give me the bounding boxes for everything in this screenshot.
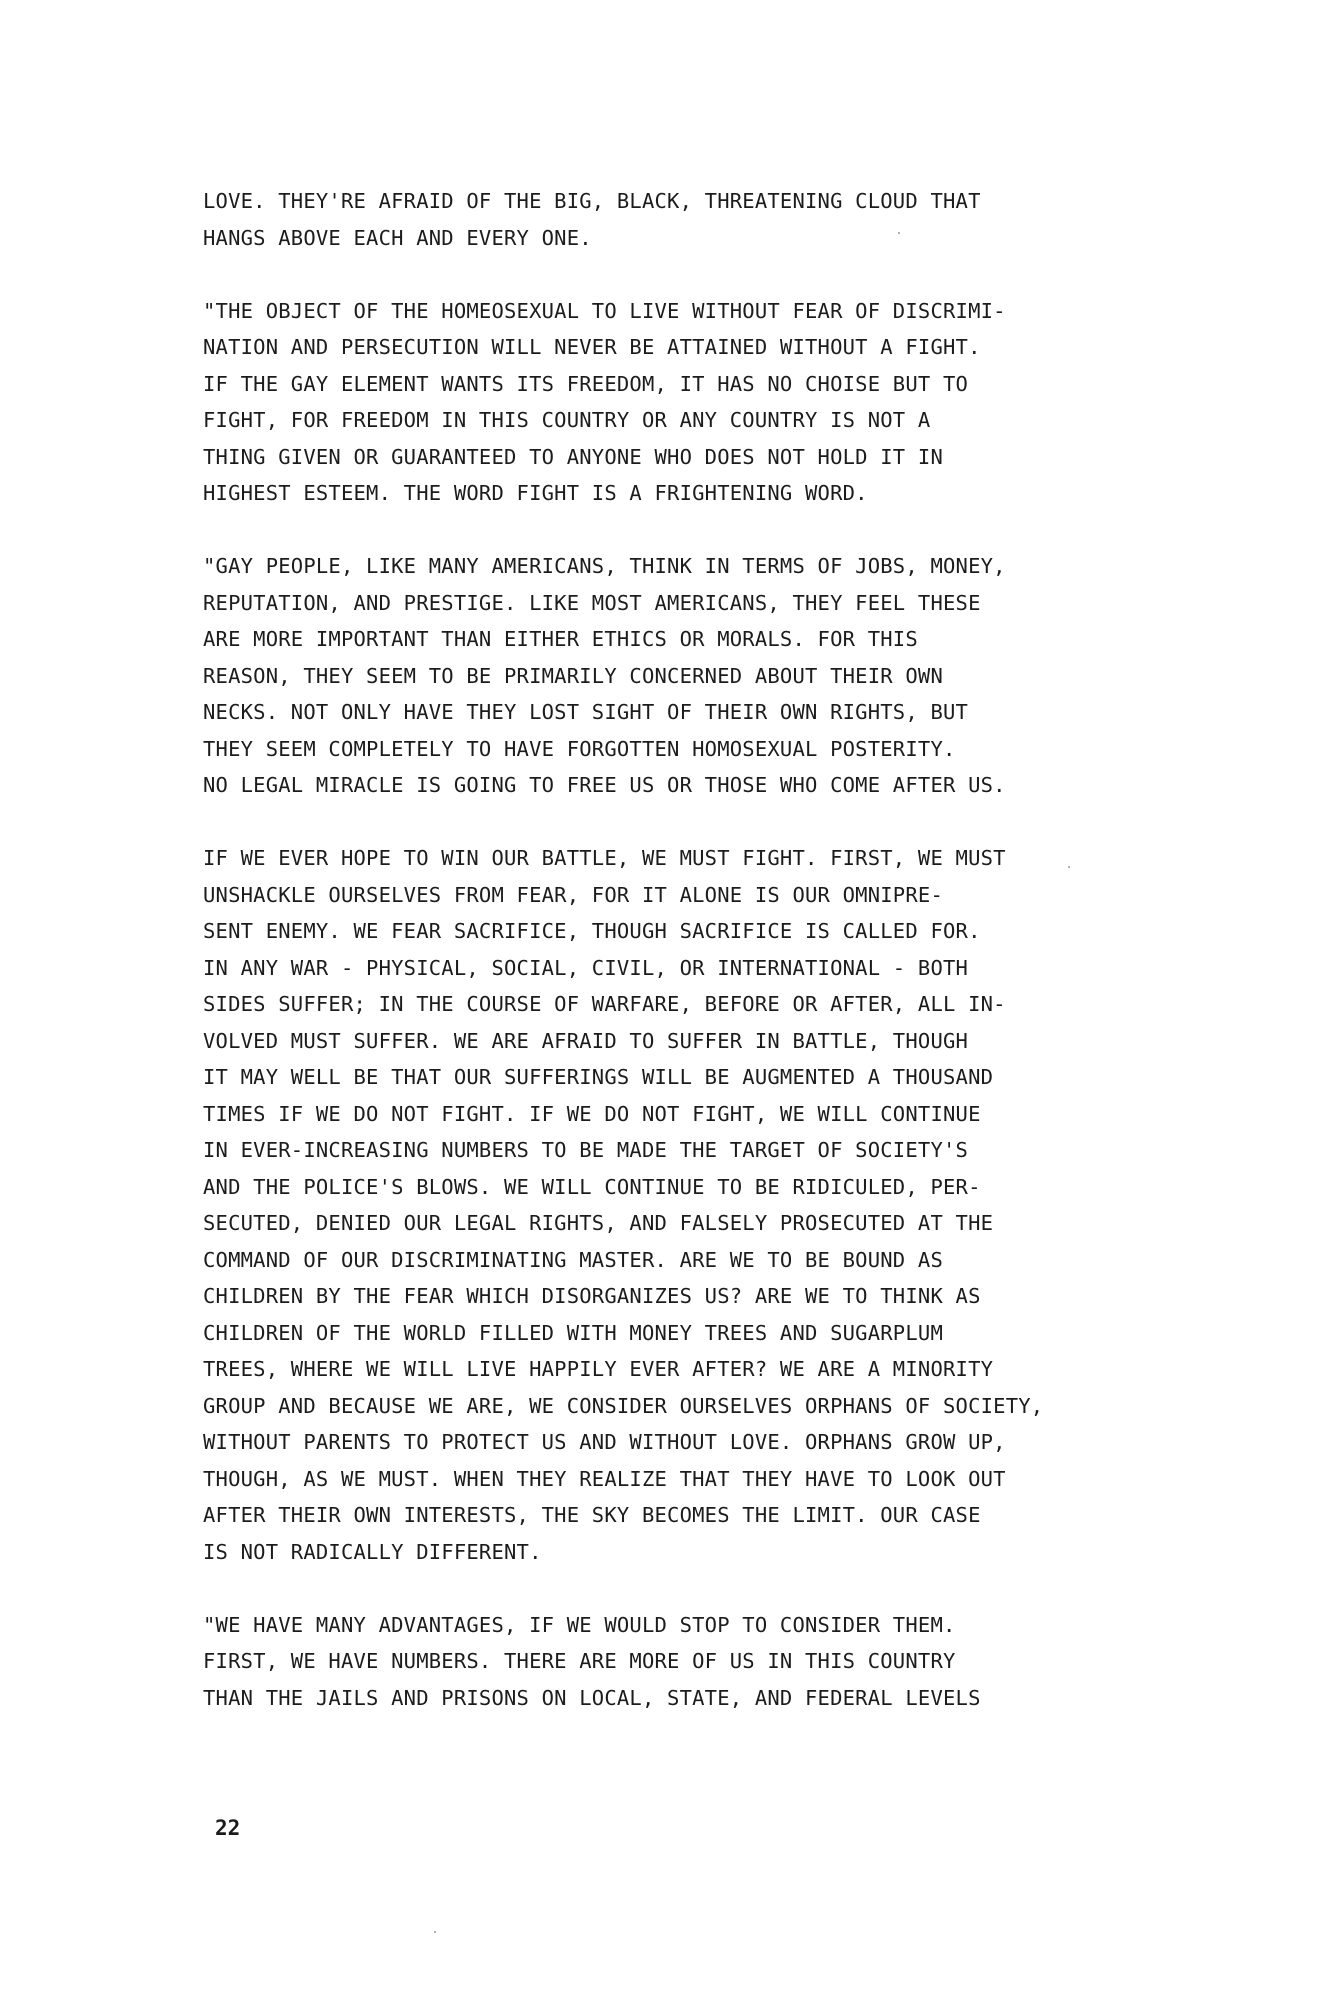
text-line: REASON, THEY SEEM TO BE PRIMARILY CONCERNED ABOUT THEIR OWN bbox=[203, 663, 943, 688]
scan-speck bbox=[434, 1931, 436, 1933]
text-line: ARE MORE IMPORTANT THAN EITHER ETHICS OR MORALS. FOR THIS bbox=[203, 627, 918, 651]
scan-speck bbox=[1068, 866, 1070, 868]
text-line: NO LEGAL MIRACLE IS GOING TO FREE US OR THOSE WHO COME AFTER US. bbox=[203, 773, 1006, 797]
text-line: HIGHEST ESTEEM. THE WORD FIGHT IS A FRIGHTENING WORD. bbox=[203, 481, 868, 505]
text-line: AFTER THEIR OWN INTERESTS, THE SKY BECOMES THE LIMIT. OUR CASE bbox=[203, 1503, 981, 1527]
paragraph bbox=[203, 1607, 1133, 1717]
text-line: TIMES IF WE DO NOT FIGHT. IF WE DO NOT FIGHT, WE WILL CONTINUE bbox=[203, 1101, 981, 1126]
text-line: "THE OBJECT OF THE HOMEOSEXUAL TO LIVE WITHOUT FEAR OF DISCRIMI- bbox=[203, 298, 1006, 323]
text-line: IS NOT RADICALLY DIFFERENT. bbox=[203, 1539, 542, 1564]
paragraph bbox=[203, 548, 1133, 804]
text-line: VOLVED MUST SUFFER. WE ARE AFRAID TO SUFFER IN BATTLE, THOUGH bbox=[203, 1028, 969, 1053]
text-line: "WE HAVE MANY ADVANTAGES, IF WE WOULD STOP TO CONSIDER THEM. bbox=[203, 1612, 956, 1637]
text-line: FIGHT, FOR FREEDOM IN THIS COUNTRY OR ANY COUNTRY IS NOT A bbox=[203, 408, 931, 432]
text-line: AND THE POLICE'S BLOWS. WE WILL CONTINUE TO BE RIDICULED, PER- bbox=[203, 1174, 981, 1199]
text-line: THING GIVEN OR GUARANTEED TO ANYONE WHO DOES NOT HOLD IT IN bbox=[203, 444, 943, 469]
text-line: GROUP AND BECAUSE WE ARE, WE CONSIDER OURSELVES ORPHANS OF SOCIETY, bbox=[203, 1393, 1044, 1418]
paragraph bbox=[203, 183, 1133, 256]
text-line: CHILDREN BY THE FEAR WHICH DISORGANIZES US? ARE WE TO THINK AS bbox=[203, 1284, 981, 1308]
paragraph bbox=[203, 840, 1133, 1570]
text-line: "GAY PEOPLE, LIKE MANY AMERICANS, THINK IN TERMS OF JOBS, MONEY, bbox=[203, 554, 1006, 578]
text-line: IT MAY WELL BE THAT OUR SUFFERINGS WILL BE AUGMENTED A THOUSAND bbox=[203, 1065, 994, 1089]
text-line: CHILDREN OF THE WORLD FILLED WITH MONEY TREES AND SUGARPLUM bbox=[203, 1320, 943, 1345]
text-line: IF THE GAY ELEMENT WANTS ITS FREEDOM, IT HAS NO CHOISE BUT TO bbox=[203, 371, 969, 396]
text-line: SECUTED, DENIED OUR LEGAL RIGHTS, AND FALSELY PROSECUTED AT THE bbox=[203, 1211, 994, 1235]
text-line: THOUGH, AS WE MUST. WHEN THEY REALIZE THAT THEY HAVE TO LOOK OUT bbox=[203, 1466, 1006, 1491]
text-line: REPUTATION, AND PRESTIGE. LIKE MOST AMERICANS, THEY FEEL THESE bbox=[203, 590, 981, 615]
text-line: SENT ENEMY. WE FEAR SACRIFICE, THOUGH SACRIFICE IS CALLED FOR. bbox=[203, 919, 981, 943]
paragraph bbox=[203, 293, 1133, 512]
text-line: WITHOUT PARENTS TO PROTECT US AND WITHOUT LOVE. ORPHANS GROW UP, bbox=[203, 1430, 1006, 1454]
scan-speck bbox=[898, 232, 900, 234]
text-line: IF WE EVER HOPE TO WIN OUR BATTLE, WE MUST FIGHT. FIRST, WE MUST bbox=[203, 846, 1006, 870]
text-line: IN EVER-INCREASING NUMBERS TO BE MADE THE TARGET OF SOCIETY'S bbox=[203, 1138, 969, 1162]
text-line: LOVE. THEY'RE AFRAID OF THE BIG, BLACK, THREATENING CLOUD THAT bbox=[203, 189, 981, 213]
text-line: TREES, WHERE WE WILL LIVE HAPPILY EVER AFTER? WE ARE A MINORITY bbox=[203, 1357, 994, 1381]
text-line: HANGS ABOVE EACH AND EVERY ONE. bbox=[203, 225, 592, 250]
text-line: SIDES SUFFER; IN THE COURSE OF WARFARE, BEFORE OR AFTER, ALL IN- bbox=[203, 992, 1006, 1016]
text-line: UNSHACKLE OURSELVES FROM FEAR, FOR IT ALONE IS OUR OMNIPRE- bbox=[203, 882, 943, 907]
text-line: NATION AND PERSECUTION WILL NEVER BE ATTAINED WITHOUT A FIGHT. bbox=[203, 335, 981, 359]
text-line: NECKS. NOT ONLY HAVE THEY LOST SIGHT OF THEIR OWN RIGHTS, BUT bbox=[203, 700, 969, 724]
text-line: IN ANY WAR - PHYSICAL, SOCIAL, CIVIL, OR INTERNATIONAL - BOTH bbox=[203, 955, 969, 980]
page-number: 22 bbox=[215, 1816, 241, 1840]
text-line: COMMAND OF OUR DISCRIMINATING MASTER. ARE WE TO BE BOUND AS bbox=[203, 1247, 943, 1272]
text-line: THAN THE JAILS AND PRISONS ON LOCAL, STATE, AND FEDERAL LEVELS bbox=[203, 1685, 981, 1710]
text-line: THEY SEEM COMPLETELY TO HAVE FORGOTTEN HOMOSEXUAL POSTERITY. bbox=[203, 736, 956, 761]
text-line: FIRST, WE HAVE NUMBERS. THERE ARE MORE OF US IN THIS COUNTRY bbox=[203, 1649, 956, 1673]
body-text bbox=[203, 183, 1133, 1753]
